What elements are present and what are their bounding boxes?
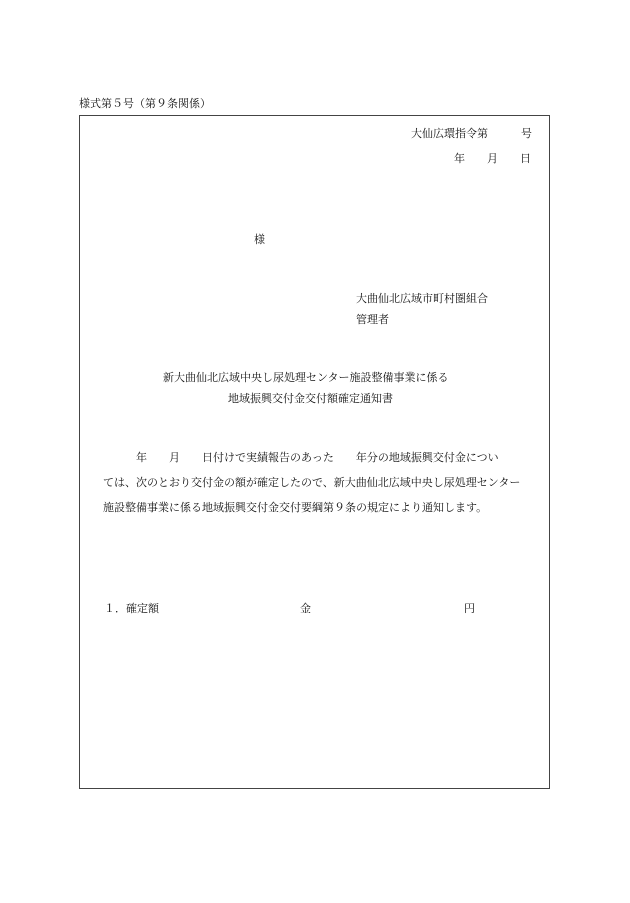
body-line2: ては、次のとおり交付金の額が確定したので、新大曲仙北広域中央し尿処理センター [103,476,521,489]
addressee-honorific: 様 [254,233,265,246]
body-line3: 施設整備事業に係る地域振興交付金交付要綱第９条の規定により通知します。 [103,501,488,514]
issuer-role: 管理者 [356,313,389,326]
item1-label: １．確定額 [104,602,159,615]
notice-date: 年 月 日 [454,152,531,165]
notice-number: 大仙広環指令第 号 [411,127,532,140]
body-paragraph [103,445,548,520]
item1-prefix: 金 [300,602,311,615]
document-title-line1: 新大曲仙北広域中央し尿処理センター施設整備事業に係る [163,371,449,384]
body-line1: 年 月 日付けで実績報告のあった 年分の地域振興交付金につい [103,451,499,464]
item1-unit: 円 [464,602,475,615]
issuer-organization: 大曲仙北広域市町村圏組合 [356,292,488,305]
form-title: 様式第５号（第９条関係） [79,97,211,110]
document-title-line2: 地域振興交付金交付額確定通知書 [228,392,393,405]
